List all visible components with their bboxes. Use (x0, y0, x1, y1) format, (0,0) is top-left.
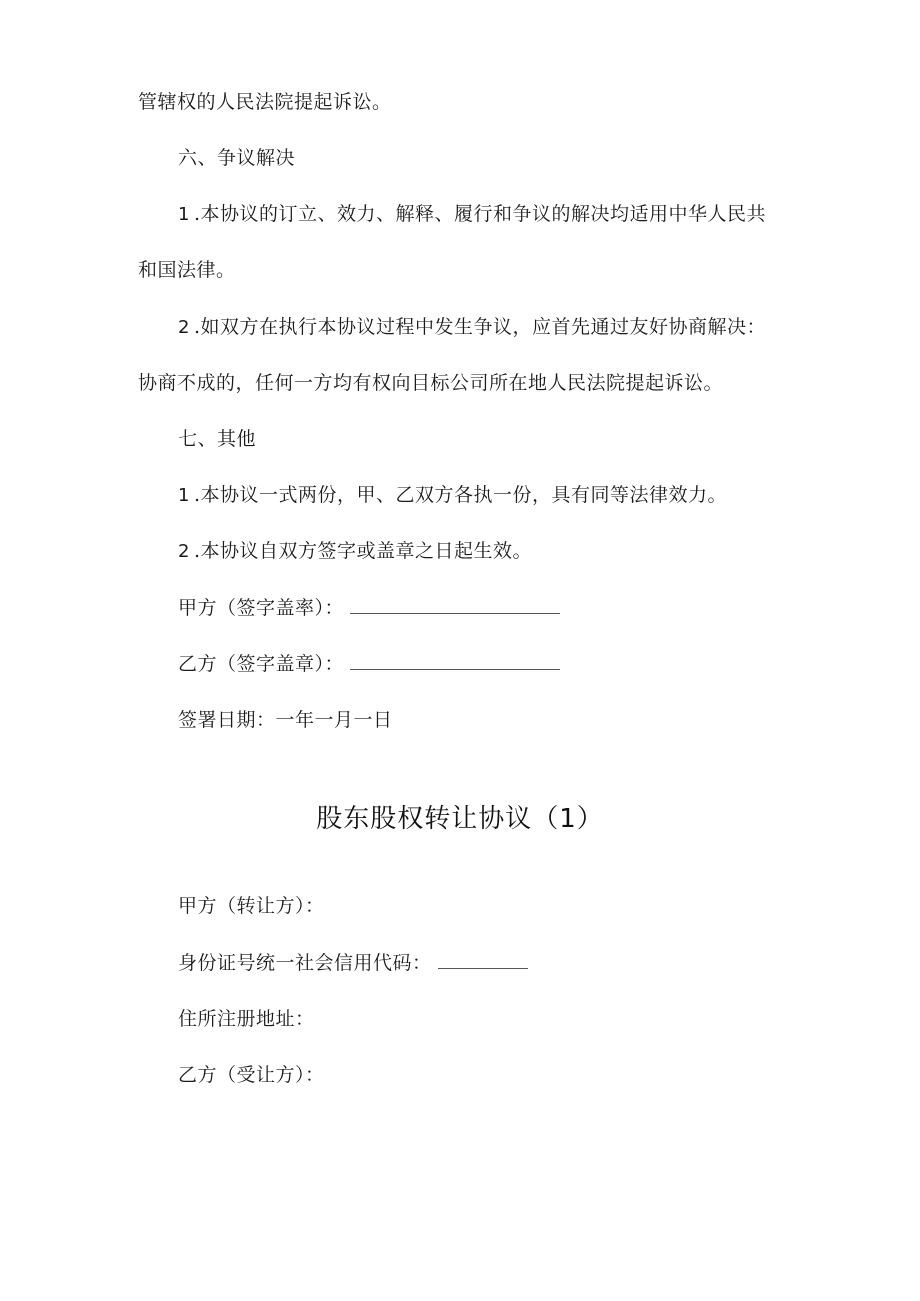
section-heading-dispute: 六、争议解决 (178, 147, 296, 169)
agreement-title: 股东股权转让协议（1） (316, 804, 604, 834)
clause-7-2 (178, 538, 532, 565)
signature-party-a (178, 595, 560, 621)
clause-7-1 (178, 482, 727, 509)
signature-label: 甲方（签字盖率）： (178, 597, 345, 619)
signature-party-b (178, 651, 560, 677)
signature-blank[interactable] (350, 651, 560, 670)
signature-label: 乙方（签字盖章）： (178, 653, 345, 675)
clause-6-2-line1 (178, 314, 766, 341)
clause-6-2-line2: 协商不成的，任何一方均有权向目标公司所在地人民法院提起诉讼。 (138, 372, 724, 394)
clause-number: 1 (178, 204, 190, 225)
signature-blank[interactable] (350, 595, 560, 614)
clause-number: 2 (178, 317, 190, 338)
clause-text: .本协议的订立、效力、解释、履行和争议的解决均适用中华人民共 (193, 203, 766, 225)
section-heading-other: 七、其他 (178, 428, 257, 450)
clause-text: .如双方在执行本协议过程中发生争议，应首先通过友好协商解决： (193, 316, 766, 338)
clause-6-1-line1 (178, 201, 766, 228)
signing-date: 签署日期：一年一月一日 (178, 709, 393, 731)
registered-address: 住所注册地址： (178, 1008, 315, 1030)
clause-text: .本协议自双方签字或盖章之日起生效。 (193, 540, 532, 562)
party-b-transferee: 乙方（受让方）： (178, 1064, 325, 1086)
clause-number: 2 (178, 541, 190, 562)
id-number-field (178, 950, 528, 976)
id-number-label: 身份证号统一社会信用代码： (178, 952, 432, 974)
clause-number: 1 (178, 485, 190, 506)
party-a-transferor: 甲方（转让方）： (178, 895, 325, 917)
clause-text: .本协议一式两份，甲、乙双方各执一份，具有同等法律效力。 (193, 484, 727, 506)
clause-6-1-line2: 和国法律。 (138, 259, 236, 281)
id-number-blank[interactable] (438, 950, 528, 969)
paragraph-continuation: 管辖权的人民法院提起诉讼。 (138, 91, 392, 113)
